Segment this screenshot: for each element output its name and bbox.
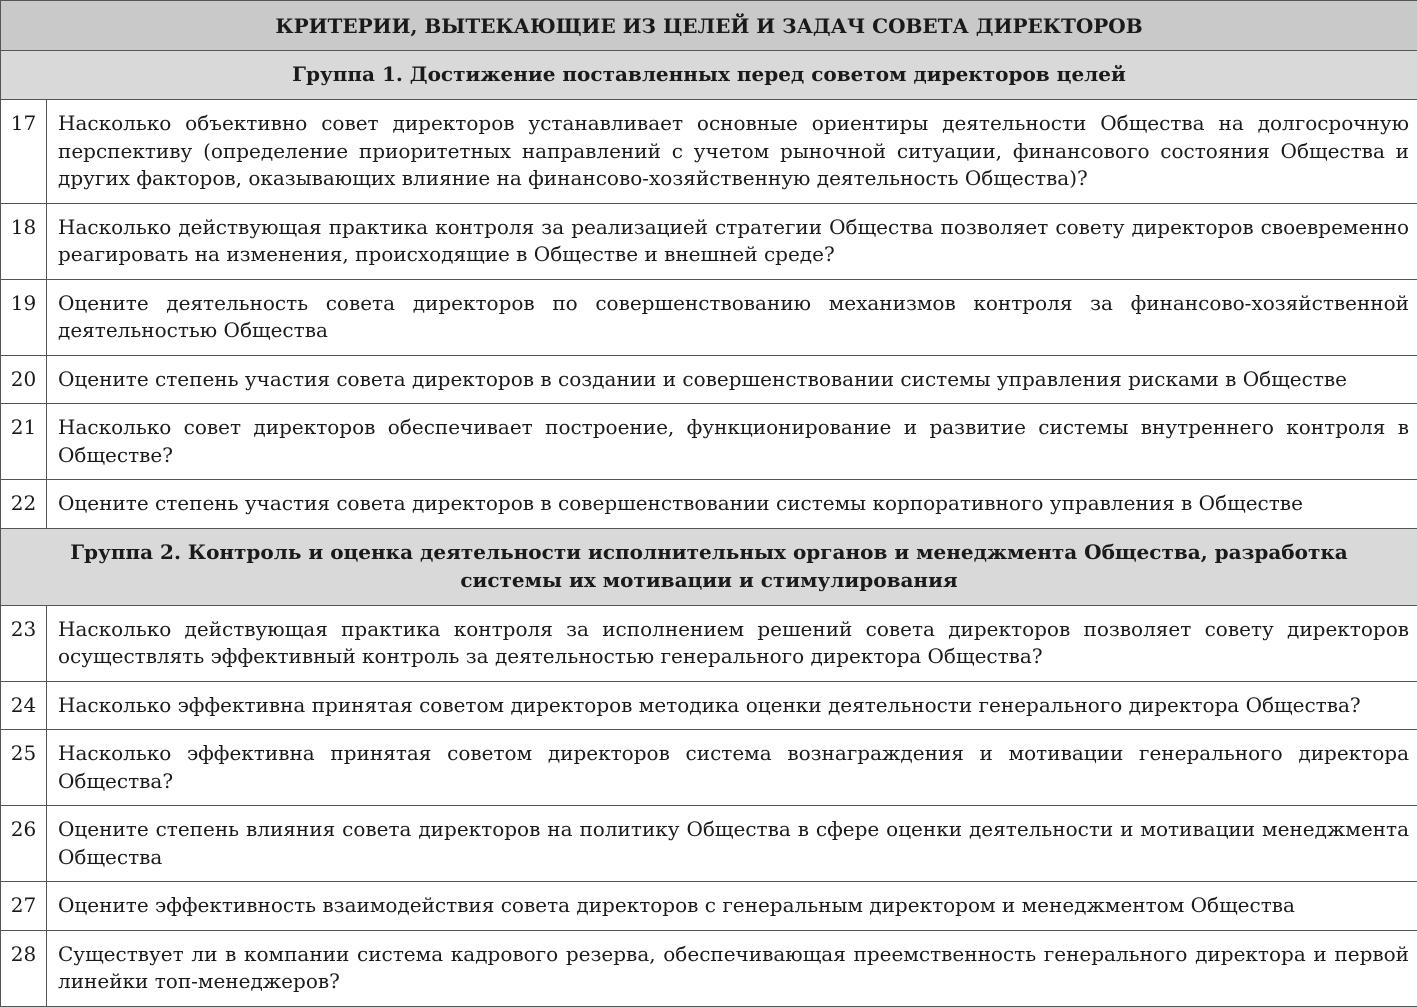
row-text: Насколько действующая практика контроля за реализацией стратегии Общества позволяет совету директоров своевременно реагировать на изменения, происходящие в Обществе и внешней среде? (47, 203, 1417, 279)
row-number: 22 (1, 480, 47, 529)
row-text: Оцените степень участия совета директоров в совершенствовании системы корпоративного управления в Обществе (47, 480, 1417, 529)
row-number: 24 (1, 681, 47, 730)
row-number: 26 (1, 806, 47, 882)
table-row (1, 882, 1417, 931)
row-text: Оцените степень влияния совета директоров на политику Общества в сфере оценки деятельности и мотивации менеджмента Общества (47, 806, 1417, 882)
row-number: 18 (1, 203, 47, 279)
table-row (1, 355, 1417, 404)
group-header-row (1, 51, 1417, 100)
row-number: 28 (1, 930, 47, 1006)
table-row (1, 605, 1417, 681)
row-number: 23 (1, 605, 47, 681)
row-text: Насколько совет директоров обеспечивает построение, функционирование и развитие системы внутреннего контроля в Обществе? (47, 404, 1417, 480)
row-number: 20 (1, 355, 47, 404)
table-row (1, 930, 1417, 1006)
row-text: Насколько действующая практика контроля за исполнением решений совета директоров позволяет совету директоров осуществлять эффективный контроль за деятельностью генерального директора Общества? (47, 605, 1417, 681)
group-header-row (1, 528, 1417, 605)
table-row (1, 279, 1417, 355)
group-1-title: Группа 1. Достижение поставленных перед советом директоров целей (1, 51, 1417, 100)
row-number: 25 (1, 730, 47, 806)
row-text: Насколько эффективна принятая советом директоров методика оценки деятельности генерального директора Общества? (47, 681, 1417, 730)
table-row (1, 203, 1417, 279)
row-text: Существует ли в компании система кадрового резерва, обеспечивающая преемственность генерального директора и первой линейки топ-менеджеров? (47, 930, 1417, 1006)
table-row (1, 100, 1417, 204)
row-number: 21 (1, 404, 47, 480)
table-row (1, 480, 1417, 529)
table-row (1, 681, 1417, 730)
row-text: Насколько объективно совет директоров устанавливает основные ориентиры деятельности Общества на долгосрочную перспективу (определение приоритетных направлений с учетом рыночной ситуации, финансового состояния Общества и других факторов, оказывающих влияние на финансово-хозяйственную деятельность Общества)? (47, 100, 1417, 204)
group-2-title: Группа 2. Контроль и оценка деятельности исполнительных органов и менеджмента Общества, разработка системы их мотивации и стимулирования (1, 528, 1417, 605)
table-row (1, 806, 1417, 882)
row-text: Оцените эффективность взаимодействия совета директоров с генеральным директором и менеджментом Общества (47, 882, 1417, 931)
row-number: 17 (1, 100, 47, 204)
table-row (1, 730, 1417, 806)
row-text: Оцените деятельность совета директоров по совершенствованию механизмов контроля за финансово-хозяйственной деятельностью Общества (47, 279, 1417, 355)
row-number: 27 (1, 882, 47, 931)
row-text: Насколько эффективна принятая советом директоров система вознаграждения и мотивации генерального директора Общества? (47, 730, 1417, 806)
table-row (1, 404, 1417, 480)
row-text: Оцените степень участия совета директоров в создании и совершенствовании системы управления рисками в Обществе (47, 355, 1417, 404)
table-header-row (1, 1, 1417, 51)
row-number: 19 (1, 279, 47, 355)
table-title: КРИТЕРИИ, ВЫТЕКАЮЩИЕ ИЗ ЦЕЛЕЙ И ЗАДАЧ СОВЕТА ДИРЕКТОРОВ (1, 1, 1417, 51)
